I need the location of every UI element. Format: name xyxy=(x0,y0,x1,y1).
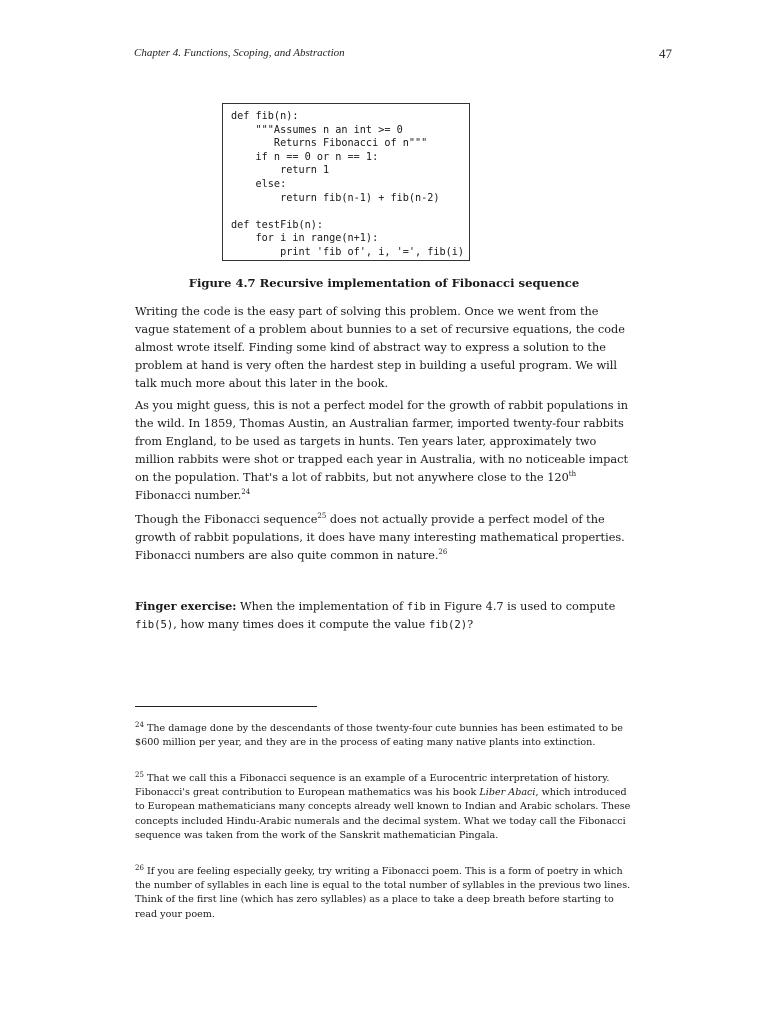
paragraph-text: Fibonacci number. xyxy=(135,489,242,502)
chapter-header: Chapter 4. Functions, Scoping, and Abstraction xyxy=(134,47,345,59)
paragraph-text: As you might guess, this is not a perfect model for the growth of rabbit populations in the wild. In 1859, Thomas Austin, an Australian farmer, imported twenty-four rabbits from England, to be used as targets in hunts. Ten years later, approximately two million rabbits were shot or trapped each year in Australia, with no noticeable impact on the population. That's a lot of rabbits, but not anywhere close to the 120 xyxy=(135,399,629,484)
footnote-number: 26 xyxy=(135,863,144,872)
footnote-text: , which introduced to European mathematicians many concepts already well known to Indian and Arabic scholars. These concepts included Hindu-Arabic numerals and the decimal system. What we today call the Fibonacci sequence was taken from the work of the Sanskrit mathematician Pingala. xyxy=(135,787,631,841)
paragraph-fibonacci-properties xyxy=(135,511,635,565)
paragraph-code-easy: Writing the code is the easy part of solving this problem. Once we went from the vague statement of a problem about bunnies to a set of recursive equations, the code almost wrote itself. Finding some kind of abstract way to express a solution to the problem at hand is very often the hardest step in building a useful program. We will talk much more about this later in the book. xyxy=(135,305,625,390)
footnote-ref-26[interactable]: 26 xyxy=(438,548,448,557)
ordinal-suffix: th xyxy=(568,470,577,479)
footnote-number: 24 xyxy=(135,720,144,729)
paragraph-rabbit-model xyxy=(135,397,635,505)
finger-exercise-label: Finger exercise: xyxy=(135,599,237,613)
footnote-24 xyxy=(135,722,635,750)
code-listing: def fib(n): """Assumes n an int >= 0 Returns Fibonacci of n""" if n == 0 or n == 1: return 1 else: return fib(n-1) + fib(n-2) def testFib(n): for i in range(n+1): print 'fib of', i, '=', fib(i) xyxy=(231,111,465,258)
footnote-text: The damage done by the descendants of those twenty-four cute bunnies has been estimated to be $600 million per year, and they are in the process of eating many native plants into extinction. xyxy=(135,723,623,749)
finger-exercise xyxy=(135,597,635,634)
footnote-number: 25 xyxy=(135,770,144,779)
footnote-text: If you are feeling especially geeky, try writing a Fibonacci poem. This is a form of poetry in which the number of syllables in each line is equal to the total number of syllables in the previous two lines. Think of the first line (which has zero syllables) as a place to take a deep breath before starting to read your poem. xyxy=(135,866,631,920)
footnote-25 xyxy=(135,772,635,843)
paragraph-text: in Figure 4.7 is used to compute xyxy=(425,600,616,613)
footnote-ref-25[interactable]: 25 xyxy=(317,512,327,521)
paragraph-text: ? xyxy=(467,618,474,631)
inline-code: fib(5) xyxy=(135,619,174,631)
book-title: Liber Abaci xyxy=(479,787,536,799)
footnote-ref-24[interactable]: 24 xyxy=(241,488,251,497)
inline-code: fib xyxy=(406,601,426,613)
paragraph-text: does not actually provide a perfect model of the growth of rabbit populations, it does have many interesting mathematical properties. Fibonacci numbers are also quite common in nature. xyxy=(135,513,625,562)
paragraph-text: Though the Fibonacci sequence xyxy=(135,513,318,526)
page-number: 47 xyxy=(659,46,672,61)
code-listing-box xyxy=(222,103,470,261)
paragraph-text: When the implementation of xyxy=(236,600,407,613)
footnote-26 xyxy=(135,865,635,922)
figure-caption: Figure 4.7 Recursive implementation of Fibonacci sequence xyxy=(188,276,580,290)
footnote-text: That we call this a Fibonacci sequence is an example of a Eurocentric interpretation of history. Fibonacci's great contribution to European mathematics was his book xyxy=(135,773,610,799)
footnote-divider xyxy=(135,706,317,707)
inline-code: fib(2) xyxy=(428,619,468,631)
paragraph-text: , how many times does it compute the value xyxy=(173,618,429,631)
